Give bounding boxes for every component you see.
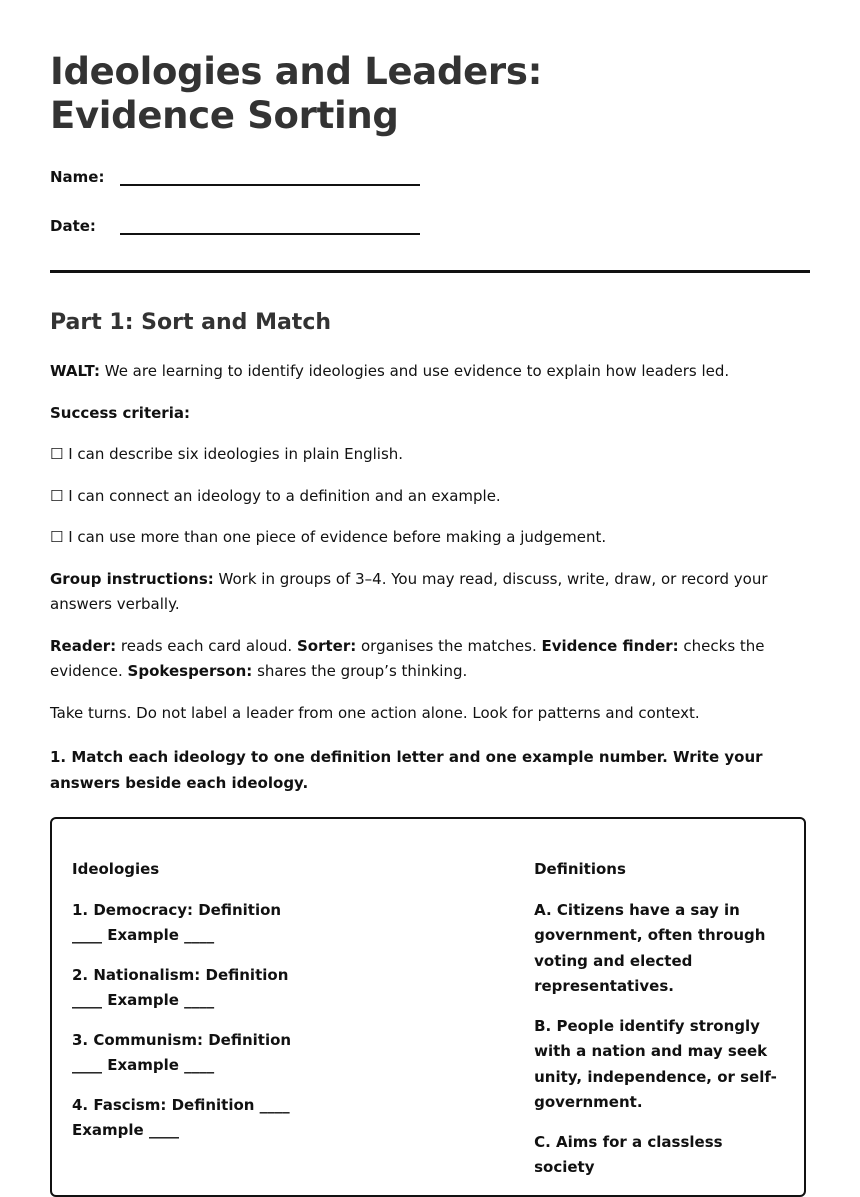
group-instructions-label: Group instructions: (50, 569, 214, 588)
ideology-item-communism: 3. Communism: Definition ____ Example ____ (72, 1030, 292, 1074)
role-reader-label: Reader: (50, 636, 117, 655)
success-criterion-1: ☐ I can describe six ideologies in plain English. (50, 445, 404, 463)
role-reader-text: reads each card aloud. (116, 636, 297, 655)
ideologies-heading: Ideologies (72, 860, 160, 878)
walt-text: We are learning to identify ideologies and use evidence to explain how leaders led. (99, 362, 730, 380)
ideologies-column (72, 857, 534, 1195)
question-1: 1. Match each ideology to one definition letter and one example number. Write your answers beside each ideology. (50, 748, 763, 792)
success-criterion-2: ☐ I can connect an ideology to a definition and an example. (50, 486, 501, 505)
definition-item-b: B. People identify strongly with a nation and may seek unity, independence, or self-government. (534, 1016, 777, 1111)
name-field (50, 166, 810, 186)
take-turns-note: Take turns. Do not label a leader from one action alone. Look for patterns and context. (50, 703, 700, 722)
ideology-item-democracy: 1. Democracy: Definition ____ Example ____ (72, 900, 282, 944)
definition-item-c: C. Aims for a classless society (534, 1132, 723, 1176)
role-evidence-finder-text: checks the evidence. (50, 636, 765, 680)
role-sorter-text: organises the matches. (356, 636, 542, 655)
name-label: Name: (50, 168, 105, 186)
definition-item-a: A. Citizens have a say in government, often through voting and elected representatives. (534, 900, 766, 995)
definitions-heading: Definitions (534, 860, 626, 878)
date-field (50, 215, 810, 235)
name-blank-line (120, 166, 420, 186)
page-title: Ideologies and Leaders: Evidence Sorting (50, 50, 543, 137)
role-spokesperson-label: Spokesperson: (127, 662, 253, 680)
ideology-item-fascism: 4. Fascism: Definition ____ Example ____ (72, 1095, 290, 1139)
role-sorter-label: Sorter: (296, 636, 357, 655)
group-instructions (50, 567, 810, 618)
group-roles (50, 634, 810, 685)
role-evidence-finder-label: Evidence finder: (541, 636, 679, 655)
role-spokesperson-text: shares the group’s thinking. (252, 662, 468, 680)
success-criteria-title: Success criteria: (50, 403, 190, 422)
part1-heading: Part 1: Sort and Match (50, 310, 332, 335)
walt-paragraph (50, 359, 810, 385)
group-instructions-text: Work in groups of 3–4. You may read, discuss, write, draw, or record your answers verbally. (50, 569, 768, 613)
walt-label: WALT: (50, 362, 100, 380)
ideology-item-nationalism: 2. Nationalism: Definition ____ Example ____ (72, 965, 289, 1009)
matching-card-box (50, 817, 806, 1197)
definitions-column (534, 857, 784, 1195)
date-label: Date: (50, 217, 96, 235)
success-criterion-3: ☐ I can use more than one piece of evidence before making a judgement. (50, 528, 607, 546)
date-blank-line (120, 215, 420, 235)
section-divider (50, 270, 810, 273)
